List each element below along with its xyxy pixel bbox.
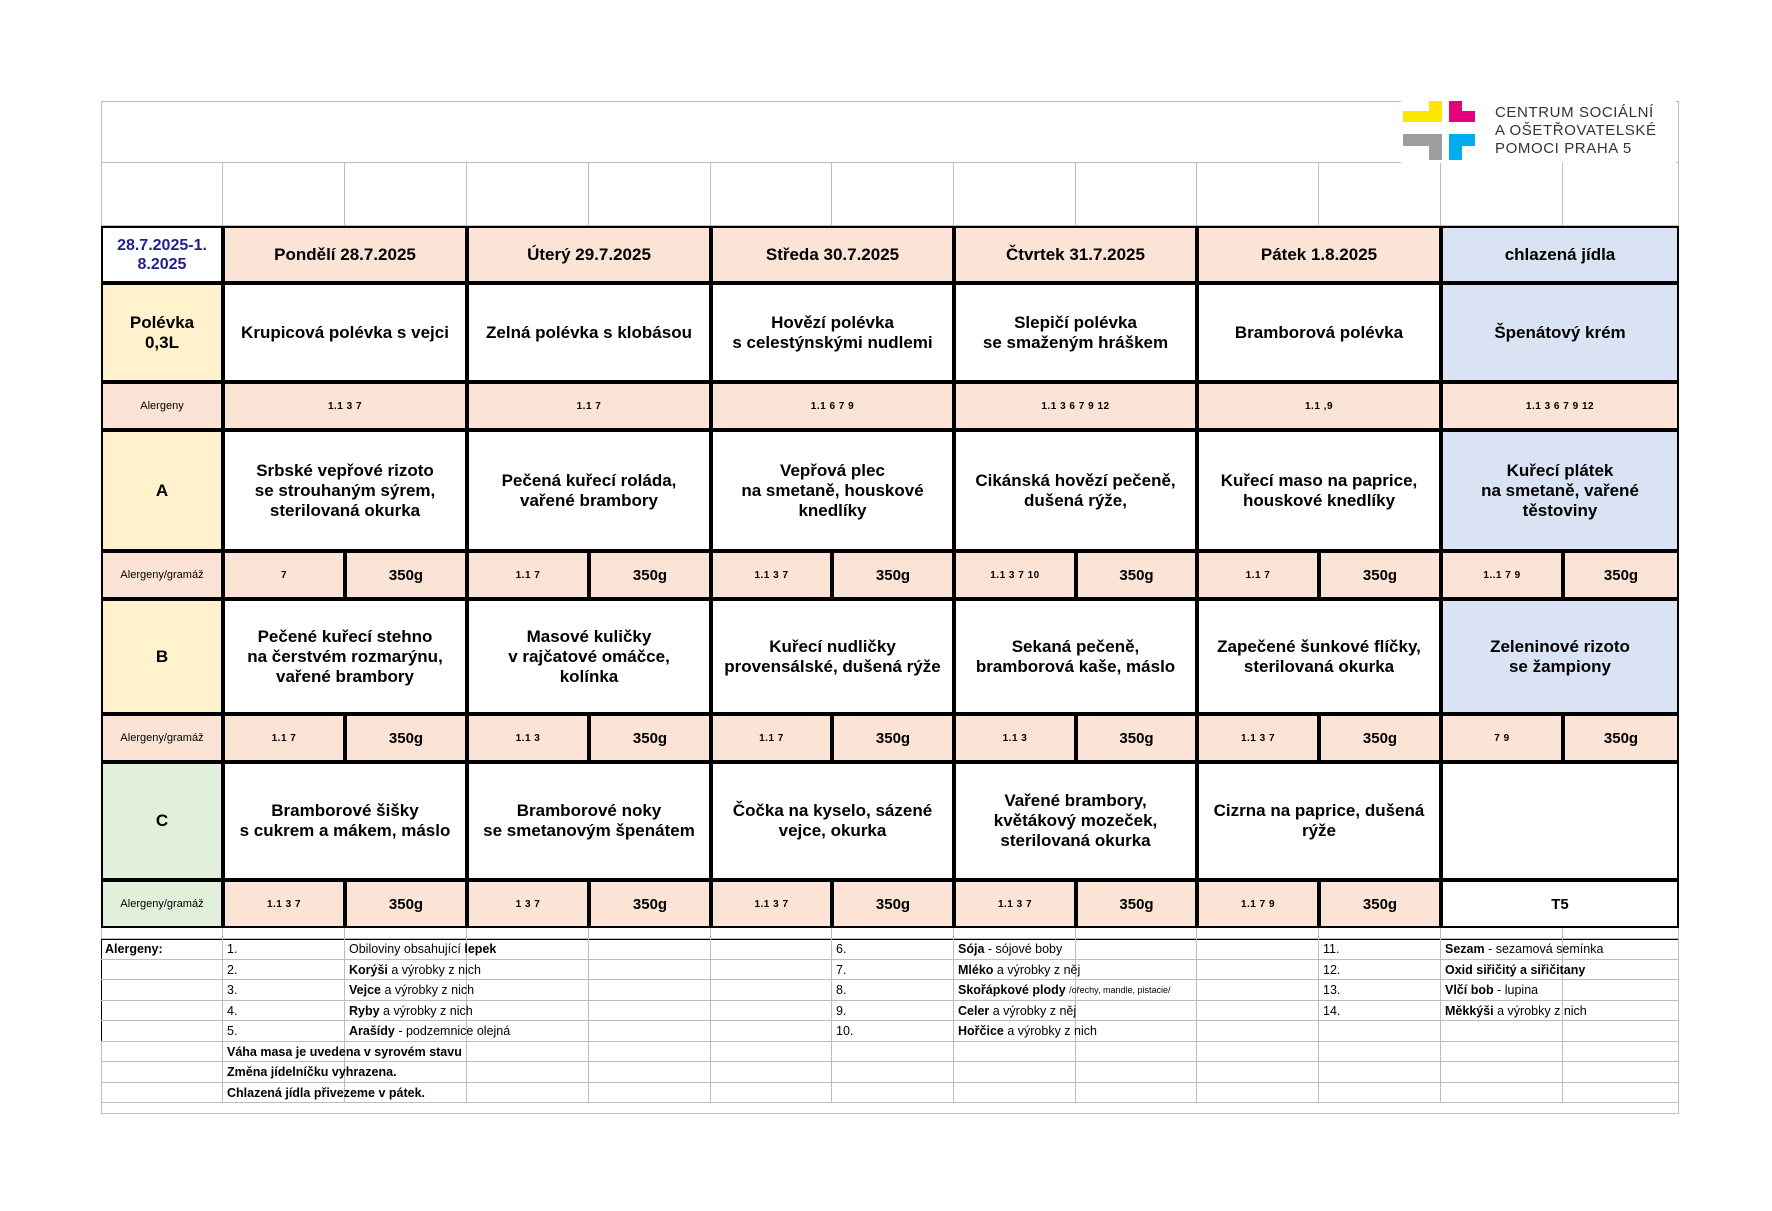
legend-grid-cell	[1563, 1062, 1679, 1083]
blank-cell	[467, 163, 589, 226]
legend-allergen-name: Vlčí bob	[1445, 983, 1494, 998]
allergen-label-a: Alergeny/gramáž	[101, 551, 223, 599]
legend-text	[1441, 960, 1772, 981]
legend-grid-cell	[1076, 1062, 1197, 1083]
gramage-c-4: 350g	[1319, 880, 1441, 928]
allergens-c-1: 1 3 7	[467, 880, 589, 928]
gramage-a-1: 350g	[589, 551, 711, 599]
legend-grid-cell	[1076, 1083, 1197, 1104]
legend-grid-cell	[1319, 1083, 1441, 1104]
gramage-b-3: 350g	[1076, 714, 1197, 762]
allergens-c-3: 1.1 3 7	[954, 880, 1076, 928]
blank-cell	[223, 163, 345, 226]
allergens-soup-3: 1.1 3 6 7 9 12	[954, 382, 1197, 430]
legend-text	[1441, 980, 1772, 1001]
legend-number: 11.	[1323, 942, 1340, 957]
legend-number: 13.	[1323, 983, 1341, 998]
allergens-a-1: 1.1 7	[467, 551, 589, 599]
spacer-cell	[1563, 928, 1679, 939]
legend-allergen-name: Mléko	[958, 962, 994, 977]
spacer-cell	[1076, 928, 1197, 939]
dish-a-5: Kuřecí plátek na smetaně, vařené těstoviny	[1441, 430, 1679, 551]
legend-grid-cell	[1076, 1042, 1197, 1063]
allergen-label-c: Alergeny/gramáž	[101, 880, 223, 928]
dish-c-4: Cizrna na paprice, dušená rýže	[1197, 762, 1441, 880]
dish-a-1: Pečená kuřecí roláda, vařené brambory	[467, 430, 711, 551]
legend-allergen-name: Skořápkové plody	[958, 983, 1066, 998]
dish-c-1: Bramborové noky se smetanovým špenátem	[467, 762, 711, 880]
legend-allergen-name: Sezam	[1445, 942, 1485, 957]
allergens-soup-4: 1.1 ,9	[1197, 382, 1441, 430]
legend-grid-cell	[954, 1062, 1076, 1083]
legend-grid-cell	[1197, 1083, 1319, 1104]
legend-number: 12.	[1323, 962, 1341, 977]
blank-cell	[1441, 163, 1563, 226]
row-label-soup: Polévka 0,3L	[101, 283, 223, 382]
legend-grid-cell	[711, 1001, 832, 1022]
menu-sheet	[101, 101, 1679, 1114]
blank-cell	[101, 163, 223, 226]
gramage-a-2: 350g	[832, 551, 954, 599]
legend-allergen-name: Ryby	[349, 1003, 380, 1018]
legend-text	[1441, 1001, 1772, 1022]
legend-text	[345, 960, 685, 981]
gramage-c-2: 350g	[832, 880, 954, 928]
legend-number: 10.	[836, 1024, 854, 1039]
legend-number: 6.	[836, 942, 847, 957]
logo-cross-icon	[1449, 134, 1475, 146]
spacer-cell	[223, 928, 345, 939]
day-header-2: Středa 30.7.2025	[711, 226, 954, 283]
allergens-b-1: 1.1 3	[467, 714, 589, 762]
legend-grid-cell	[711, 1083, 832, 1104]
legend-allergen-name: Oxid siřičitý a siřičitany	[1445, 962, 1586, 977]
legend-description: a výrobky z nich	[387, 962, 481, 977]
blank-cell	[589, 163, 711, 226]
allergens-soup-2: 1.1 6 7 9	[711, 382, 954, 430]
legend-title: Alergeny:	[105, 942, 163, 957]
legend-note: /ořechy, mandle, pistacie/	[1069, 985, 1171, 996]
dish-c-3: Vařené brambory, květákový mozeček, sterilovaná okurka	[954, 762, 1197, 880]
gramage-b-4: 350g	[1319, 714, 1441, 762]
spacer-cell	[954, 928, 1076, 939]
logo-cross-icon	[1449, 101, 1462, 122]
legend-description: - sezamová semínka	[1484, 942, 1604, 957]
spacer-cell	[1319, 928, 1441, 939]
spacer-cell	[711, 928, 832, 939]
allergens-a-5: 1..1 7 9	[1441, 551, 1563, 599]
legend-grid-cell	[1441, 1042, 1563, 1063]
legend-number: 2.	[227, 962, 238, 977]
blank-cell	[832, 163, 954, 226]
legend-description: a výrobky z něj	[989, 1003, 1077, 1018]
legend-grid-cell	[1563, 1042, 1679, 1063]
logo-cross-icon	[1429, 101, 1442, 122]
allergens-c-0: 1.1 3 7	[223, 880, 345, 928]
gramage-a-5: 350g	[1563, 551, 1679, 599]
legend-note-line: Chlazená jídla přivezeme v pátek.	[227, 1085, 425, 1100]
legend-description: a výrobky z nich	[379, 1003, 473, 1018]
dish-b-5: Zeleninové rizoto se žampiony	[1441, 599, 1679, 714]
gramage-a-4: 350g	[1319, 551, 1441, 599]
allergens-b-0: 1.1 7	[223, 714, 345, 762]
legend-text	[345, 1021, 685, 1042]
legend-grid-cell	[1563, 1083, 1679, 1104]
legend-number: 4.	[227, 1003, 238, 1018]
legend-number: 5.	[227, 1024, 238, 1039]
legend-allergen-name: lepek	[464, 942, 497, 957]
legend-description: - podzemnice olejná	[394, 1024, 511, 1039]
spacer-cell	[467, 928, 589, 939]
spacer-cell	[1197, 928, 1319, 939]
row-label-c: C	[101, 762, 223, 880]
dish-c-0: Bramborové šišky s cukrem a mákem, máslo	[223, 762, 467, 880]
dish-soup-2: Hovězí polévka s celestýnskými nudlemi	[711, 283, 954, 382]
blank-cell	[1563, 163, 1679, 226]
legend-grid-cell	[1563, 1021, 1679, 1042]
legend-allergen-name: Vejce	[349, 983, 381, 998]
legend-grid-cell	[832, 1042, 954, 1063]
legend-grid-cell	[1441, 1021, 1563, 1042]
legend-text	[345, 1001, 685, 1022]
allergens-b-5: 7 9	[1441, 714, 1563, 762]
legend-allergen-name: Měkkýši	[1445, 1003, 1494, 1018]
allergens-c-2: 1.1 3 7	[711, 880, 832, 928]
dish-soup-1: Zelná polévka s klobásou	[467, 283, 711, 382]
legend-number: 7.	[836, 962, 847, 977]
legend-allergen-name: Sója	[958, 942, 985, 957]
legend-grid-cell	[711, 1062, 832, 1083]
allergens-a-0: 7	[223, 551, 345, 599]
legend-grid-cell	[1441, 1083, 1563, 1104]
gramage-b-5: 350g	[1563, 714, 1679, 762]
dish-a-2: Vepřová plec na smetaně, houskové knedlíky	[711, 430, 954, 551]
logo-text-2: A OŠETŘOVATELSKÉ	[1495, 122, 1657, 139]
legend-number: 9.	[836, 1003, 847, 1018]
day-header-4: Pátek 1.8.2025	[1197, 226, 1441, 283]
spacer-cell	[589, 928, 711, 939]
spacer-cell	[101, 928, 223, 939]
blank-cell	[345, 163, 467, 226]
dish-soup-3: Slepičí polévka se smaženým hráškem	[954, 283, 1197, 382]
dish-b-3: Sekaná pečeně, bramborová kaše, máslo	[954, 599, 1197, 714]
gramage-b-0: 350g	[345, 714, 467, 762]
legend-description: - lupina	[1493, 983, 1539, 998]
logo-cross-icon	[1429, 134, 1442, 160]
dish-b-2: Kuřecí nudličky provensálské, dušená rýže	[711, 599, 954, 714]
day-header-1: Úterý 29.7.2025	[467, 226, 711, 283]
legend-grid-cell	[101, 980, 223, 1001]
blank-cell	[1076, 163, 1197, 226]
legend-grid-cell	[711, 1021, 832, 1042]
dish-c-5	[1441, 762, 1679, 880]
logo-text-1: CENTRUM SOCIÁLNÍ	[1495, 104, 1654, 121]
dish-b-4: Zapečené šunkové flíčky, sterilovaná okurka	[1197, 599, 1441, 714]
legend-note-line: Změna jídelníčku vyhrazena.	[227, 1065, 397, 1080]
legend-grid-cell	[101, 1062, 223, 1083]
dish-b-0: Pečené kuřecí stehno na čerstvém rozmarýnu, vařené brambory	[223, 599, 467, 714]
legend-grid-cell	[101, 1001, 223, 1022]
legend-grid-cell	[954, 1083, 1076, 1104]
legend-grid-cell	[101, 1042, 223, 1063]
allergens-soup-5: 1.1 3 6 7 9 12	[1441, 382, 1679, 430]
legend-grid-cell	[1197, 1042, 1319, 1063]
day-header-0: Pondělí 28.7.2025	[223, 226, 467, 283]
legend-text	[954, 960, 1294, 981]
legend-grid-cell	[1319, 1042, 1441, 1063]
legend-description: - sójové boby	[984, 942, 1063, 957]
logo-cross-icon	[1462, 111, 1475, 122]
legend-description: a výrobky z něj	[993, 962, 1081, 977]
dish-b-1: Masové kuličky v rajčatové omáčce, kolínka	[467, 599, 711, 714]
week-range: 28.7.2025-1. 8.2025	[101, 226, 223, 283]
gramage-b-2: 350g	[832, 714, 954, 762]
legend-text	[954, 939, 1294, 960]
blank-cell	[1197, 163, 1319, 226]
dish-a-3: Cikánská hovězí pečeně, dušená rýže,	[954, 430, 1197, 551]
legend-description: a výrobky z nich	[1003, 1024, 1097, 1039]
day-header-3: Čtvrtek 31.7.2025	[954, 226, 1197, 283]
blank-cell	[954, 163, 1076, 226]
legend-grid-cell	[1319, 1021, 1441, 1042]
legend-grid-cell	[711, 980, 832, 1001]
logo-text-3: POMOCI PRAHA 5	[1495, 140, 1632, 157]
dish-a-0: Srbské vepřové rizoto se strouhaným sýrem, sterilovaná okurka	[223, 430, 467, 551]
legend-text	[1441, 939, 1772, 960]
gramage-c-0: 350g	[345, 880, 467, 928]
blank-cell	[1319, 163, 1441, 226]
gramage-c-1: 350g	[589, 880, 711, 928]
legend-grid-cell	[954, 1042, 1076, 1063]
allergens-c-4: 1.1 7 9	[1197, 880, 1319, 928]
legend-text	[954, 980, 1294, 1001]
legend-description: a výrobky z nich	[1493, 1003, 1587, 1018]
legend-text	[345, 980, 685, 1001]
blank-cell	[711, 163, 832, 226]
dish-soup-5: Špenátový krém	[1441, 283, 1679, 382]
allergen-label-soup: Alergeny	[101, 382, 223, 430]
legend-grid-cell	[711, 960, 832, 981]
day-header-5: chlazená jídla	[1441, 226, 1679, 283]
legend-grid-cell	[711, 1042, 832, 1063]
organization-logo	[1401, 101, 1676, 163]
legend-grid-cell	[1441, 1062, 1563, 1083]
logo-cross-icon	[1403, 111, 1429, 122]
legend-grid-cell	[101, 960, 223, 981]
dish-c-2: Čočka na kyselo, sázené vejce, okurka	[711, 762, 954, 880]
gramage-c-3: 350g	[1076, 880, 1197, 928]
dish-soup-4: Bramborová polévka	[1197, 283, 1441, 382]
spacer-cell	[832, 928, 954, 939]
allergens-b-3: 1.1 3	[954, 714, 1076, 762]
row-label-b: B	[101, 599, 223, 714]
gramage-a-0: 350g	[345, 551, 467, 599]
legend-note-line: Váha masa je uvedena v syrovém stavu	[227, 1044, 462, 1059]
legend-description: a výrobky z nich	[380, 983, 475, 998]
legend-grid-cell	[1197, 1062, 1319, 1083]
allergens-a-2: 1.1 3 7	[711, 551, 832, 599]
dish-soup-0: Krupicová polévka s vejci	[223, 283, 467, 382]
spacer-cell	[345, 928, 467, 939]
allergen-label-b: Alergeny/gramáž	[101, 714, 223, 762]
legend-number: 8.	[836, 983, 847, 998]
legend-allergen-name: Hořčice	[958, 1024, 1004, 1039]
allergens-b-2: 1.1 7	[711, 714, 832, 762]
legend-grid-cell	[832, 1083, 954, 1104]
row-label-a: A	[101, 430, 223, 551]
legend-number: 1.	[227, 942, 238, 957]
allergens-a-4: 1.1 7	[1197, 551, 1319, 599]
legend-number: 14.	[1323, 1003, 1341, 1018]
legend-description: Obiloviny obsahující	[349, 942, 465, 957]
legend-allergen-name: Celer	[958, 1003, 990, 1018]
legend-grid-cell	[832, 1062, 954, 1083]
allergens-soup-0: 1.1 3 7	[223, 382, 467, 430]
legend-text	[954, 1021, 1294, 1042]
last-cell-c: T5	[1441, 880, 1679, 928]
gramage-b-1: 350g	[589, 714, 711, 762]
legend-text	[345, 939, 685, 960]
gramage-a-3: 350g	[1076, 551, 1197, 599]
legend-grid-cell	[1319, 1062, 1441, 1083]
legend-grid-cell	[711, 939, 832, 960]
allergens-soup-1: 1.1 7	[467, 382, 711, 430]
allergens-b-4: 1.1 3 7	[1197, 714, 1319, 762]
dish-a-4: Kuřecí maso na paprice, houskové knedlíky	[1197, 430, 1441, 551]
legend-grid-cell	[101, 1083, 223, 1104]
legend-allergen-name: Arašídy	[349, 1024, 395, 1039]
legend-allergen-name: Korýši	[349, 962, 388, 977]
legend-grid-cell	[101, 1021, 223, 1042]
allergens-a-3: 1.1 3 7 10	[954, 551, 1076, 599]
spacer-cell	[1441, 928, 1563, 939]
legend-number: 3.	[227, 983, 238, 998]
legend-text	[954, 1001, 1294, 1022]
